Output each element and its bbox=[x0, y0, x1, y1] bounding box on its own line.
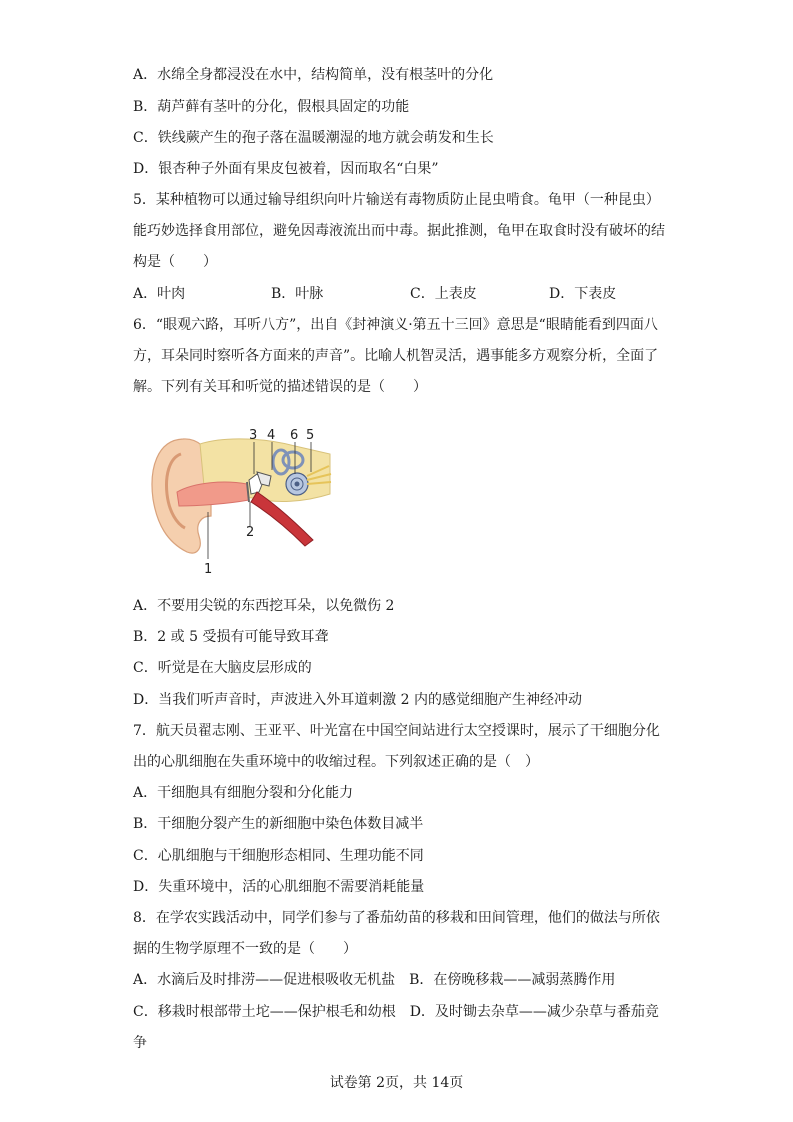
ear-label-4: 4 bbox=[267, 428, 276, 443]
q6-stem-line1: 6．“眼观六路，耳听八方”，出自《封神演义·第五十三回》意思是“眼睛能看到四面八 bbox=[133, 317, 658, 333]
q6-option-d: D．当我们听声音时，声波进入外耳道刺激 2 内的感觉细胞产生神经冲动 bbox=[133, 692, 583, 708]
q7-option-b: B．干细胞分裂产生的新细胞中染色体数目减半 bbox=[133, 816, 424, 832]
q8-stem-line1: 8．在学农实践活动中，同学们参与了番茄幼苗的移栽和田间管理，他们的做法与所依 bbox=[133, 910, 660, 926]
q7-option-d: D．失重环境中，活的心肌细胞不需要消耗能量 bbox=[133, 879, 425, 895]
q5-stem-line1: 5．某种植物可以通过输导组织向叶片输送有毒物质防止昆虫啃食。龟甲（一种昆虫） bbox=[133, 192, 660, 208]
q5-stem-line2: 能巧妙选择食用部位，避免因毒液流出而中毒。据此推测，龟甲在取食时没有破坏的结 bbox=[133, 223, 665, 239]
q6-stem-line3: 解。下列有关耳和听觉的描述错误的是（ ） bbox=[133, 379, 427, 395]
ear-label-3: 3 bbox=[249, 428, 258, 443]
q7-option-c: C．心肌细胞与干细胞形态相同、生理功能不同 bbox=[133, 848, 424, 864]
q5-option-d: D．下表皮 bbox=[549, 286, 617, 302]
q8-options-cd: C．移栽时根部带土坨——保护根毛和幼根 D．及时锄去杂草——减少杂草与番茄竞 bbox=[133, 1004, 659, 1020]
ear-diagram bbox=[145, 424, 345, 579]
q4-option-a: A．水绵全身都浸没在水中，结构简单，没有根茎叶的分化 bbox=[133, 67, 494, 83]
q6-option-c: C．听觉是在大脑皮层形成的 bbox=[133, 660, 312, 676]
q8-options-cd-cont: 争 bbox=[133, 1035, 147, 1051]
q8-stem-line2: 据的生物学原理不一致的是（ ） bbox=[133, 941, 357, 957]
q7-stem-line2: 出的心肌细胞在失重环境中的收缩过程。下列叙述正确的是（ ） bbox=[133, 754, 539, 770]
ear-label-6: 6 bbox=[290, 428, 299, 443]
q6-option-a: A．不要用尖锐的东西挖耳朵，以免微伤 2 bbox=[133, 598, 395, 614]
q7-option-a: A．干细胞具有细胞分裂和分化能力 bbox=[133, 785, 354, 801]
q4-option-c: C．铁线蕨产生的孢子落在温暖潮湿的地方就会萌发和生长 bbox=[133, 130, 494, 146]
ear-diagram-svg bbox=[145, 424, 345, 579]
ear-label-5: 5 bbox=[306, 428, 315, 443]
page-footer: 试卷第 2页，共 14页 bbox=[329, 1075, 464, 1091]
q6-stem-line2: 方，耳朵同时察听各方面来的声音”。比喻人机智灵活，遇事能多方观察分析，全面了 bbox=[133, 348, 659, 364]
q5-option-b: B．叶脉 bbox=[271, 286, 324, 302]
q5-option-a: A．叶肉 bbox=[133, 286, 186, 302]
q4-option-d: D．银杏种子外面有果皮包被着，因而取名“白果” bbox=[133, 161, 439, 177]
ear-label-2: 2 bbox=[246, 525, 255, 540]
q6-option-b: B．2 或 5 受损有可能导致耳聋 bbox=[133, 629, 329, 645]
q5-option-c: C．上表皮 bbox=[410, 286, 477, 302]
q5-stem-line3: 构是（ ） bbox=[133, 254, 217, 270]
q4-option-b: B．葫芦藓有茎叶的分化，假根具固定的功能 bbox=[133, 99, 410, 115]
q7-stem-line1: 7．航天员翟志刚、王亚平、叶光富在中国空间站进行太空授课时，展示了干细胞分化 bbox=[133, 723, 660, 739]
ear-label-1: 1 bbox=[204, 562, 213, 577]
q8-options-ab: A．水滴后及时排涝——促进根吸收无机盐 B．在傍晚移栽——减弱蒸腾作用 bbox=[133, 972, 616, 988]
